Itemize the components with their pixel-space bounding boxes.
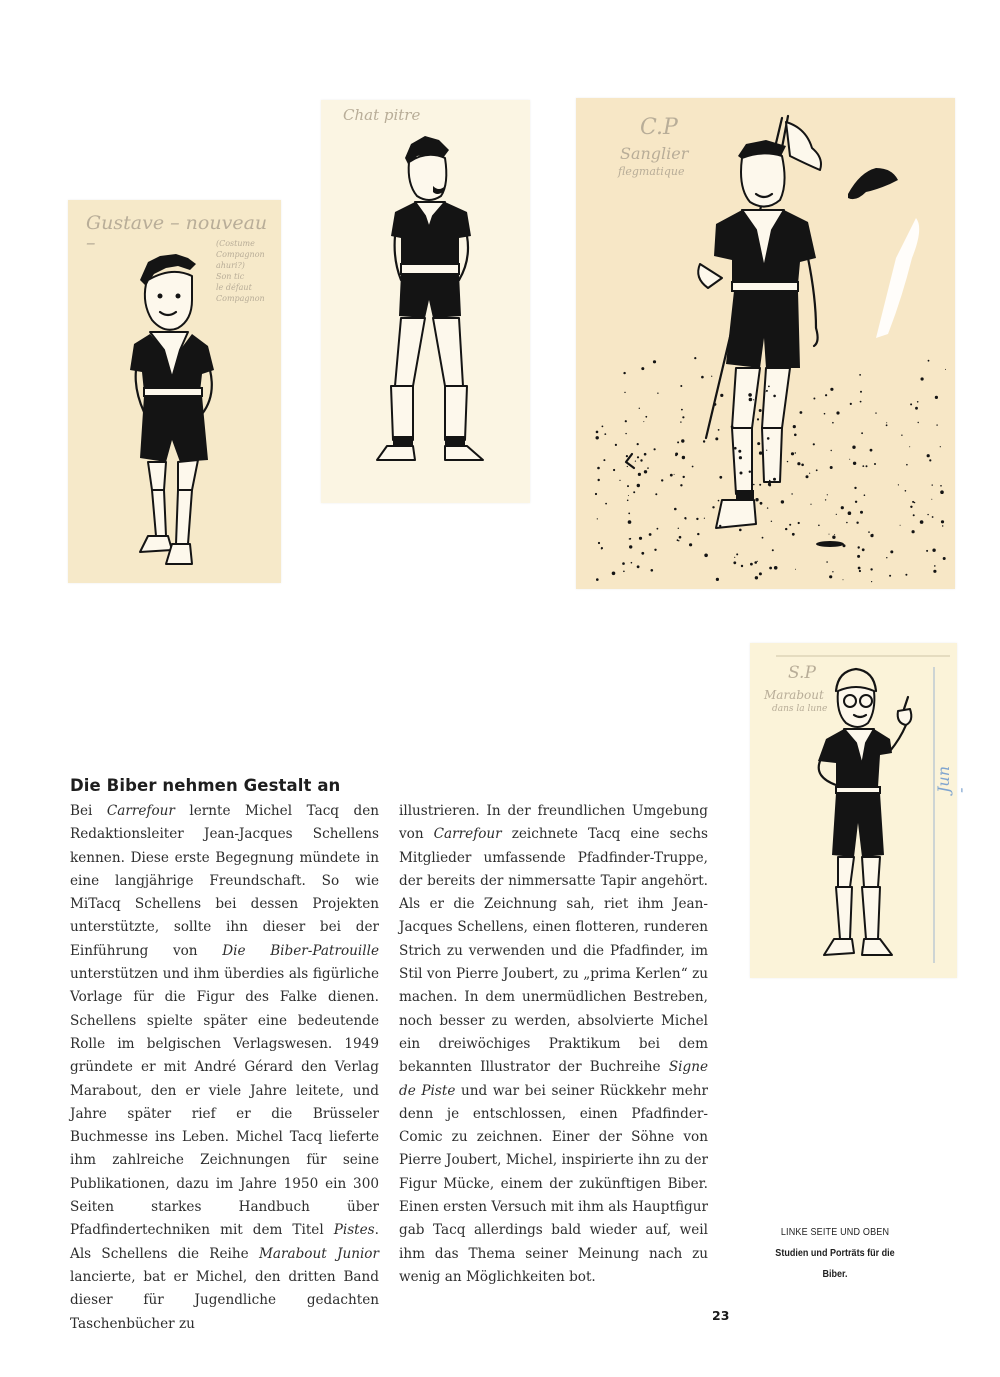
ink-dot [798, 522, 800, 524]
ink-splatter [576, 98, 955, 589]
ink-dot [759, 409, 762, 412]
ink-dot [679, 536, 682, 539]
ink-dot [639, 408, 640, 409]
ink-dot [637, 443, 639, 445]
ink-dot [719, 476, 722, 479]
ink-dot [797, 462, 800, 465]
ink-dot [771, 521, 772, 522]
ink-dot [597, 518, 598, 519]
ink-dot [928, 360, 930, 362]
ink-dot [914, 502, 916, 504]
ink-dot [766, 450, 767, 451]
article-paragraph [70, 800, 379, 1336]
ink-dot [704, 518, 705, 519]
text-run: illustrieren. In der freundlichen Umgebung von [399, 803, 708, 843]
ink-dot [613, 469, 615, 471]
ink-dot [858, 546, 860, 548]
ink-dot [813, 398, 815, 400]
italic-title: Pistes [333, 1222, 375, 1239]
ink-dot [647, 467, 649, 469]
ink-dot [657, 528, 659, 530]
ink-dot [859, 374, 861, 376]
ink-dot [905, 574, 907, 576]
text-run: und war bei seiner Rückkehr mehr denn je entschlossen, einen Pfadfinder-Comic zu zeichnen. Einer der Söhne von Pierre Joubert, Michel, inspirierte ihn zu der Figur Mücke, einem der zukünftigen Biber. Einen ersten Versuch mit ihm als Hauptfigur gab Tacq allerdings bald wieder auf, weil ihm das Thema seiner Meinung nach zu wenig an Möglichkeiten bot. [399, 1082, 709, 1285]
ink-dot [905, 490, 907, 492]
text-run: Bei [70, 803, 107, 819]
ink-dot [933, 570, 936, 573]
ink-dot [927, 514, 928, 515]
ink-dot [714, 403, 717, 406]
ink-dot [681, 439, 684, 442]
ink-dot [654, 448, 656, 450]
ink-dot [749, 471, 751, 473]
ink-dot [830, 388, 833, 391]
ink-dot [791, 493, 792, 494]
italic-title: Marabout Junior [258, 1245, 379, 1262]
ink-dot [915, 407, 918, 410]
ink-dot [809, 473, 810, 474]
italic-title: Carrefour [433, 826, 502, 843]
ink-dot [772, 549, 774, 551]
ink-dot [704, 554, 708, 558]
ink-dot [651, 569, 654, 572]
ink-dot [753, 399, 754, 400]
ink-dot [715, 437, 718, 440]
ink-dot [767, 507, 768, 508]
blue-pencil-margin-note: Jun - [934, 765, 970, 793]
ink-dot [774, 566, 778, 570]
italic-title: Die Biber-Patrouille [222, 942, 379, 959]
ink-dot [843, 544, 846, 547]
illustration-card-marabout [750, 643, 970, 978]
ink-dot [806, 475, 809, 478]
ink-dot [940, 490, 944, 494]
ink-dot [596, 431, 599, 434]
ink-dot [643, 421, 644, 422]
ink-dot [641, 552, 644, 555]
ink-dot [718, 500, 720, 502]
ink-dot [921, 377, 924, 380]
ink-dot [941, 520, 944, 523]
ink-dot [682, 416, 684, 418]
ink-dot [801, 464, 804, 467]
ink-dot [931, 499, 932, 500]
ink-dot [749, 398, 753, 402]
ink-dot [657, 393, 658, 394]
ink-dot [682, 456, 685, 459]
ink-dot [825, 499, 826, 500]
ink-dot [826, 561, 828, 563]
ink-dot [943, 557, 946, 560]
ink-dot [935, 396, 938, 399]
ink-dot [628, 495, 629, 496]
ink-dot [622, 562, 625, 565]
ink-dot [794, 434, 797, 437]
text-run: . Als Schellens die Reihe [70, 1222, 379, 1262]
ink-dot [755, 498, 758, 501]
ink-dot [825, 394, 827, 396]
ink-dot [860, 391, 862, 393]
ink-dot [864, 494, 866, 496]
ink-dot [932, 549, 935, 552]
italic-title: Signe de Piste [399, 1059, 708, 1099]
ink-dot [912, 530, 915, 533]
note-line: ahuri?) [216, 261, 245, 270]
caption-text: Studien und Porträts für die Biber. [775, 1247, 895, 1280]
note-line: Son tic [216, 272, 245, 281]
ink-dot [836, 411, 839, 414]
ink-dot [861, 432, 863, 434]
ink-dot [810, 504, 811, 505]
ink-dot [906, 464, 908, 466]
ink-dot [605, 503, 607, 505]
ink-dot [701, 376, 704, 379]
ink-dot [889, 575, 891, 577]
ink-dot [818, 525, 820, 527]
ink-dot [653, 360, 656, 363]
ink-dot [769, 480, 771, 482]
illustration-card-chat-pitre [321, 100, 530, 503]
ink-dot [696, 518, 698, 520]
ink-dot [755, 576, 758, 579]
ink-dot [768, 386, 770, 388]
ink-dot [677, 441, 679, 443]
ink-dot [831, 450, 832, 451]
ink-dot [675, 454, 677, 456]
ink-dot [685, 518, 686, 519]
ink-dot [795, 569, 796, 570]
ink-dot [697, 533, 699, 535]
ink-dot [780, 458, 781, 459]
ink-dot [769, 484, 771, 486]
ink-dot [830, 466, 833, 469]
ink-dot [940, 485, 942, 487]
ink-dot [920, 520, 924, 524]
text-run: lernte Michel Tacq den Redaktionsleiter Jean-Jacques Schellens kennen. Diese erste Begegnung mündete in eine langjährige Freundschaft. So wie MiTacq Schellens bei dessen Projekten unterstützte, sollte ihn dieser bei der Einführung von [70, 803, 380, 959]
ink-dot [596, 578, 599, 581]
ink-dot [734, 447, 737, 450]
ink-dot [767, 437, 770, 440]
ink-dot [936, 424, 937, 425]
ink-dot [855, 501, 857, 503]
ink-dot [680, 421, 681, 422]
ink-dot [898, 484, 899, 485]
ink-dot [875, 412, 876, 413]
ink-dot [598, 479, 600, 481]
ink-dot [910, 506, 912, 508]
ink-dot [886, 422, 887, 423]
ink-dot [654, 549, 656, 551]
ink-dot [674, 508, 677, 511]
ink-dot [625, 420, 627, 422]
ink-dot [832, 571, 833, 572]
ink-dot [764, 391, 765, 392]
pencil-note-trait: dans la lune [772, 704, 828, 714]
ink-dot [694, 357, 696, 359]
note-line: Compagnon [216, 294, 265, 303]
ink-dot [623, 571, 625, 573]
note-line: (Costume [216, 239, 255, 248]
ink-dot [793, 425, 796, 428]
ink-dot [785, 528, 787, 530]
page-number: 23 [712, 1308, 730, 1323]
ink-dot [603, 459, 605, 461]
ink-dot [759, 484, 761, 486]
ink-dot [627, 485, 629, 487]
ink-dot [759, 451, 762, 454]
text-run: lancierte, bat er Michel, den dritten Band dieser für Jugendliche gedachten Taschenbücher zu [70, 1268, 379, 1332]
ink-dot [827, 494, 828, 495]
ink-dot [681, 409, 683, 411]
scout-drawing-marabout [750, 643, 957, 978]
ink-dot [800, 411, 803, 414]
ink-dot [731, 425, 734, 428]
ink-dot [628, 520, 632, 524]
ink-dot [640, 459, 642, 461]
ink-dot [773, 395, 776, 398]
ink-dot [692, 466, 694, 468]
italic-title: Carrefour [106, 803, 175, 819]
ink-dot [661, 479, 663, 481]
ink-dot [816, 469, 818, 471]
ink-dot [940, 446, 941, 447]
ink-dot [740, 495, 743, 498]
pencil-note-title: S.P [788, 663, 816, 683]
ink-dot [829, 575, 832, 578]
ink-dot [860, 401, 862, 403]
ink-dot [637, 456, 639, 458]
ink-dot [859, 570, 861, 572]
ink-dot [680, 484, 682, 486]
ink-dot [787, 461, 788, 462]
image-caption [760, 1222, 910, 1285]
article-heading: Die Biber nehmen Gestalt an [70, 776, 341, 795]
ink-dot [733, 561, 736, 564]
ink-dot [870, 534, 873, 537]
ink-dot [927, 454, 930, 457]
ink-dot [638, 473, 641, 476]
ink-dot [739, 529, 742, 532]
ink-dot [738, 450, 741, 453]
ink-dot [870, 568, 872, 570]
ink-dot [852, 446, 855, 449]
ink-dot [619, 480, 620, 481]
article-column-2 [399, 800, 708, 1289]
ink-dot [598, 542, 600, 544]
text-run: zeichnete Tacq eine sechs Mitglieder umfassende Pfadfinder-Truppe, der bereits der nimmersatte Tapir angehört. Als er die Zeichnung sah, riet ihm Jean-Jacques Schellens, einen flotteren, runderen Strich zu verwenden und die Pfadfinder, im Stil von Pierre Joubert, zu „prima Kerlen“ zu machen. In dem unermüdlichen Bestreben, noch besser zu werden, absolvierte Michel ein dreiwöchiges Praktikum bei dem bekannten Illustrator der Buchreihe [399, 826, 708, 1076]
ink-dot [596, 436, 599, 439]
ink-dot [862, 548, 865, 551]
ink-dot [757, 418, 759, 420]
ink-dot [773, 478, 776, 481]
ink-dot [910, 403, 912, 405]
ink-dot [719, 525, 721, 527]
ink-dot [890, 550, 893, 553]
ink-dot [627, 500, 629, 502]
ink-dot [628, 513, 630, 515]
ink-dot [900, 525, 901, 526]
ink-dot [858, 567, 861, 570]
ink-dot [929, 459, 931, 461]
ink-dot [748, 393, 752, 397]
ink-dot [874, 463, 876, 465]
ink-dot [680, 385, 682, 387]
ink-dot [604, 433, 606, 435]
ink-dot [843, 579, 844, 580]
ink-dot [901, 435, 902, 436]
ink-dot [689, 543, 692, 546]
caption-label: LINKE SEITE UND OBEN [780, 1226, 890, 1238]
ink-dot [624, 392, 625, 393]
ink-dot [945, 369, 946, 370]
ink-dot [625, 433, 626, 434]
ink-dot [868, 531, 870, 533]
ink-dot [926, 550, 928, 552]
ink-dot [757, 442, 760, 445]
ink-dot [741, 565, 743, 567]
ink-dot [886, 424, 888, 426]
illustration-card-gustave [68, 200, 281, 583]
pencil-note-title: C.P [640, 115, 678, 140]
article-paragraph [399, 800, 708, 1289]
ink-dot [813, 443, 815, 445]
scout-drawing-chat-pitre [321, 100, 530, 503]
ink-dot [597, 467, 600, 470]
ink-dot [753, 484, 755, 486]
note-line: Compagnon [216, 250, 265, 259]
ink-dot [637, 565, 640, 568]
ink-dot [623, 372, 625, 374]
ink-dot [860, 511, 863, 514]
ink-dot [645, 416, 647, 418]
ink-dot [612, 572, 616, 576]
pencil-note-title: Gustave – nouveau – [86, 212, 268, 254]
ink-dot [595, 493, 597, 495]
ink-dot [832, 536, 835, 539]
ink-dot [760, 502, 763, 505]
ink-dot [848, 511, 852, 515]
ink-dot [716, 578, 719, 581]
pencil-note-name: Marabout [764, 688, 824, 702]
ink-dot [739, 456, 742, 459]
ink-dot [846, 522, 848, 524]
ink-dot [913, 514, 915, 516]
ink-dot [627, 466, 628, 467]
ink-dot [750, 563, 753, 566]
ink-dot [850, 403, 852, 405]
ink-dot [757, 561, 758, 562]
ink-dot [781, 500, 784, 503]
ink-dot [615, 444, 617, 446]
ink-dot [841, 506, 844, 509]
ink-dot [641, 367, 644, 370]
ink-dot [762, 537, 764, 539]
ink-dot [824, 413, 826, 415]
ink-dot [644, 470, 647, 473]
ink-dot [917, 401, 919, 403]
ink-dot [677, 539, 679, 541]
pencil-note-name: Sanglier [620, 144, 689, 163]
scout-drawing-gustave [68, 200, 281, 583]
ink-dot [720, 394, 723, 397]
ink-dot [635, 461, 636, 462]
ink-dot [703, 440, 705, 442]
ink-dot [655, 493, 657, 495]
ink-dot [791, 452, 794, 455]
illustration-card-sanglier [576, 98, 955, 589]
ink-dot [633, 491, 635, 493]
ink-dot [792, 533, 795, 536]
ink-dot [601, 549, 602, 550]
note-line: le défaut [216, 283, 252, 292]
ink-dot [870, 449, 873, 452]
ink-dot [829, 534, 830, 535]
ink-dot [674, 474, 675, 475]
ink-dot [629, 538, 631, 540]
ink-dot [841, 544, 842, 545]
ink-dot [769, 567, 772, 570]
ink-dot [866, 465, 868, 467]
ink-dot [766, 390, 768, 392]
ink-dot [639, 537, 642, 540]
ink-dot [626, 455, 628, 457]
ink-dot [631, 562, 633, 564]
ink-dot [862, 465, 864, 467]
ink-dot [759, 572, 762, 575]
ink-dot [754, 561, 757, 564]
ink-dot [711, 376, 712, 377]
ink-dot [932, 484, 933, 485]
ink-dot [718, 429, 720, 431]
ink-dot [649, 533, 652, 536]
ink-dot [740, 472, 743, 475]
ink-dot [932, 516, 934, 518]
ink-dot [836, 514, 837, 515]
pencil-note-trait: flegmatique [618, 165, 685, 178]
ink-dot [832, 422, 834, 424]
ink-dot [857, 555, 860, 558]
article-column-1 [70, 800, 379, 1336]
ink-dot [918, 422, 919, 423]
ink-dot [909, 446, 910, 447]
ink-dot [834, 534, 835, 535]
ink-dot [789, 524, 791, 526]
ink-dot [942, 525, 943, 526]
pencil-note-title: Chat pitre [343, 106, 421, 124]
ink-dot [683, 476, 685, 478]
ink-dot [644, 453, 647, 456]
ink-dot [854, 487, 856, 489]
ink-dot [602, 426, 604, 428]
ink-dot [670, 474, 673, 477]
ink-dot [629, 545, 632, 548]
ink-dot [934, 565, 936, 567]
ink-dot [736, 553, 738, 555]
ink-dot [712, 506, 714, 508]
ink-dot [849, 459, 850, 460]
ink-dot [886, 557, 887, 558]
ink-dot [795, 452, 796, 453]
ink-dot [637, 484, 640, 487]
text-run: unterstützen und ihm überdies als figürliche Vorlage für die Figur des Falke dienen. Schellens spielte später eine bedeutende Rolle im belgischen Verlagswesen. 1949 gründete er mit André Gérard den Verlag Marabout, den er viele Jahre leitete, und Jahre später rief er die Brüsseler Buchmesse ins Leben. Michel Tacq lieferte ihm zahlreiche Zeichnungen für seine Publikationen, dazu im Jahre 1950 ein 300 Seiten starkes Handbuch über Pfadfindertechniken mit dem Titel [70, 966, 379, 1239]
ink-dot [734, 557, 735, 558]
ink-dot [678, 528, 679, 529]
ink-dot [856, 522, 858, 524]
ink-dot [853, 462, 856, 465]
ink-dot [871, 581, 872, 582]
